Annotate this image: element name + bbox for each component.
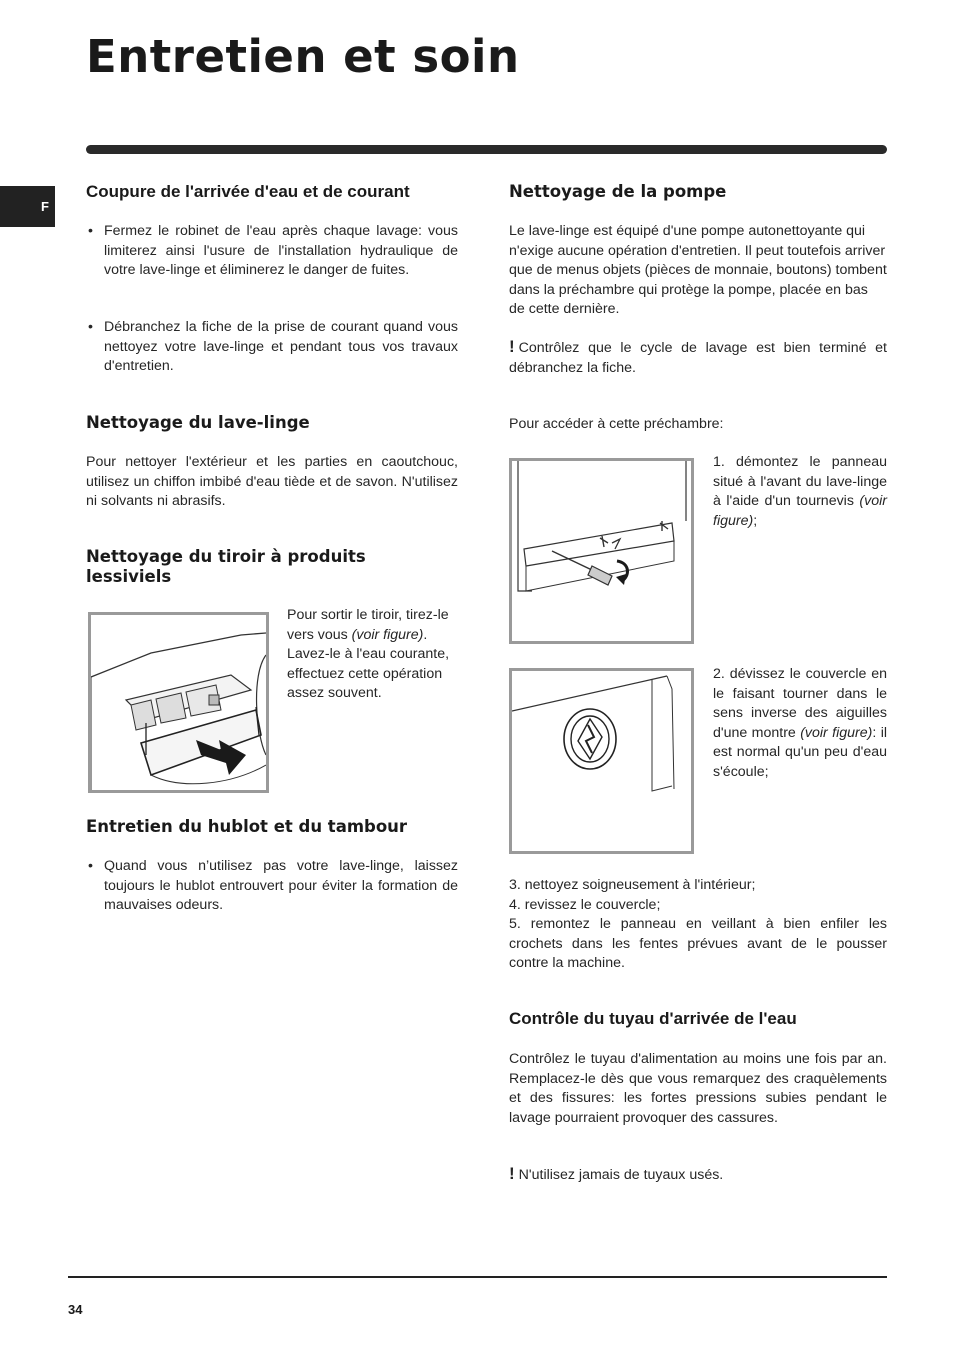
hose-warning-text: N'utilisez jamais de tuyaux usés. xyxy=(518,1167,724,1183)
cleaning-text: Pour nettoyer l'extérieur et les parties en caoutchouc, utilisez un chiffon imbibé d'eau tiède et de savon. N'utilisez ni solvants ni abrasifs. xyxy=(86,454,458,509)
step1-text xyxy=(713,453,887,531)
drawer-illustration xyxy=(91,615,266,790)
drawer-text-part1: Pour sortir le tiroir, tirez-le vers vous xyxy=(287,607,449,643)
pump-warning xyxy=(509,337,887,378)
step1-see-figure: (voir figure) xyxy=(713,493,887,529)
drawer-text-part2: . Lavez-le à l'eau courante, effectuez cette opération assez souvent. xyxy=(287,626,450,701)
step2-text-part2: : il est normal qu'un peu d'eau s'écoule; xyxy=(713,724,887,780)
drawer-see-figure: (voir figure) xyxy=(351,626,424,643)
section-heading-water-power: Coupure de l'arrivée d'eau et de courant xyxy=(86,182,410,201)
section-heading-porthole: Entretien du hublot et du tambour xyxy=(86,817,408,836)
bullet-tap: • Fermez le robinet de l'eau après chaque lavage: vous limiterez ainsi l'usure de l'installation hydraulique de votre lave-linge et éliminerez le danger de fuites. xyxy=(86,222,458,281)
hose-text: Contrôlez le tuyau d'alimentation au moins une fois par an. Remplacez-le dès que vous remarquez des craquèlements et des fissures: les fortes pressions subies pendant le lavage pourraient provoquer des cassures. xyxy=(509,1051,887,1126)
panel-figure xyxy=(509,458,694,644)
warning-mark: ! xyxy=(509,337,515,356)
step1-text-part1: 1. démontez le panneau situé à l'avant du lave-linge à l'aide d'un tournevis xyxy=(713,454,887,509)
section-heading-hose: Contrôle du tuyau d'arrivée de l'eau xyxy=(509,1009,797,1028)
bullet-porthole: • Quand vous n’utilisez pas votre lave-linge, laissez toujours le hublot entrouvert pour éviter la formation de mauvaises odeurs. xyxy=(86,857,458,916)
pump-warning-text: Contrôlez que le cycle de lavage est bien terminé et débranchez la fiche. xyxy=(509,340,887,376)
pump-text: Le lave-linge est équipé d'une pompe autonettoyante qui n'exige aucune opération d'entretien. Il peut toutefois arriver que de menus objets (pièces de monnaie, boutons) tombent dans la préchambre qui protège la pompe, placée en bas de cette dernière. xyxy=(509,223,887,317)
section-heading-cleaning: Nettoyage du lave-linge xyxy=(86,413,310,432)
page-title: Entretien et soin xyxy=(86,30,520,83)
drawer-figure xyxy=(88,612,269,793)
section-heading-drawer: Nettoyage du tiroir à produits lessiviels xyxy=(86,547,366,586)
bullet-unplug: • Débranchez la fiche de la prise de courant quand vous nettoyez votre lave-linge et pendant tous vos travaux d'entretien. xyxy=(86,318,458,377)
section-heading-pump: Nettoyage de la pompe xyxy=(509,182,727,201)
page-number: 34 xyxy=(68,1302,83,1317)
footer-rule xyxy=(68,1276,887,1278)
step2-text-part1: 2. dévissez le couvercle en le faisant tourner dans le sens inverse des aiguilles d'une montre xyxy=(713,666,887,741)
drawer-text xyxy=(287,606,459,704)
title-rule xyxy=(86,145,887,154)
cover-figure xyxy=(509,668,694,854)
hose-warning xyxy=(509,1164,887,1186)
language-tab: F xyxy=(0,186,55,227)
warning-mark: ! xyxy=(509,1164,515,1183)
step5-text: 5. remontez le panneau en veillant à bien enfiler les crochets dans les fentes prévues avant de le pousser contre la machine. xyxy=(509,916,887,971)
step2-text xyxy=(713,665,887,782)
step1-text-part2: ; xyxy=(753,512,758,529)
pump-cover-illustration xyxy=(512,671,691,851)
access-text: Pour accéder à cette préchambre: xyxy=(509,416,724,432)
step3-text: 3. nettoyez soigneusement à l'intérieur; xyxy=(509,877,756,893)
panel-screwdriver-illustration xyxy=(512,461,691,641)
step2-see-figure: (voir figure) xyxy=(800,724,873,741)
step4-text: 4. revissez le couvercle; xyxy=(509,897,661,913)
